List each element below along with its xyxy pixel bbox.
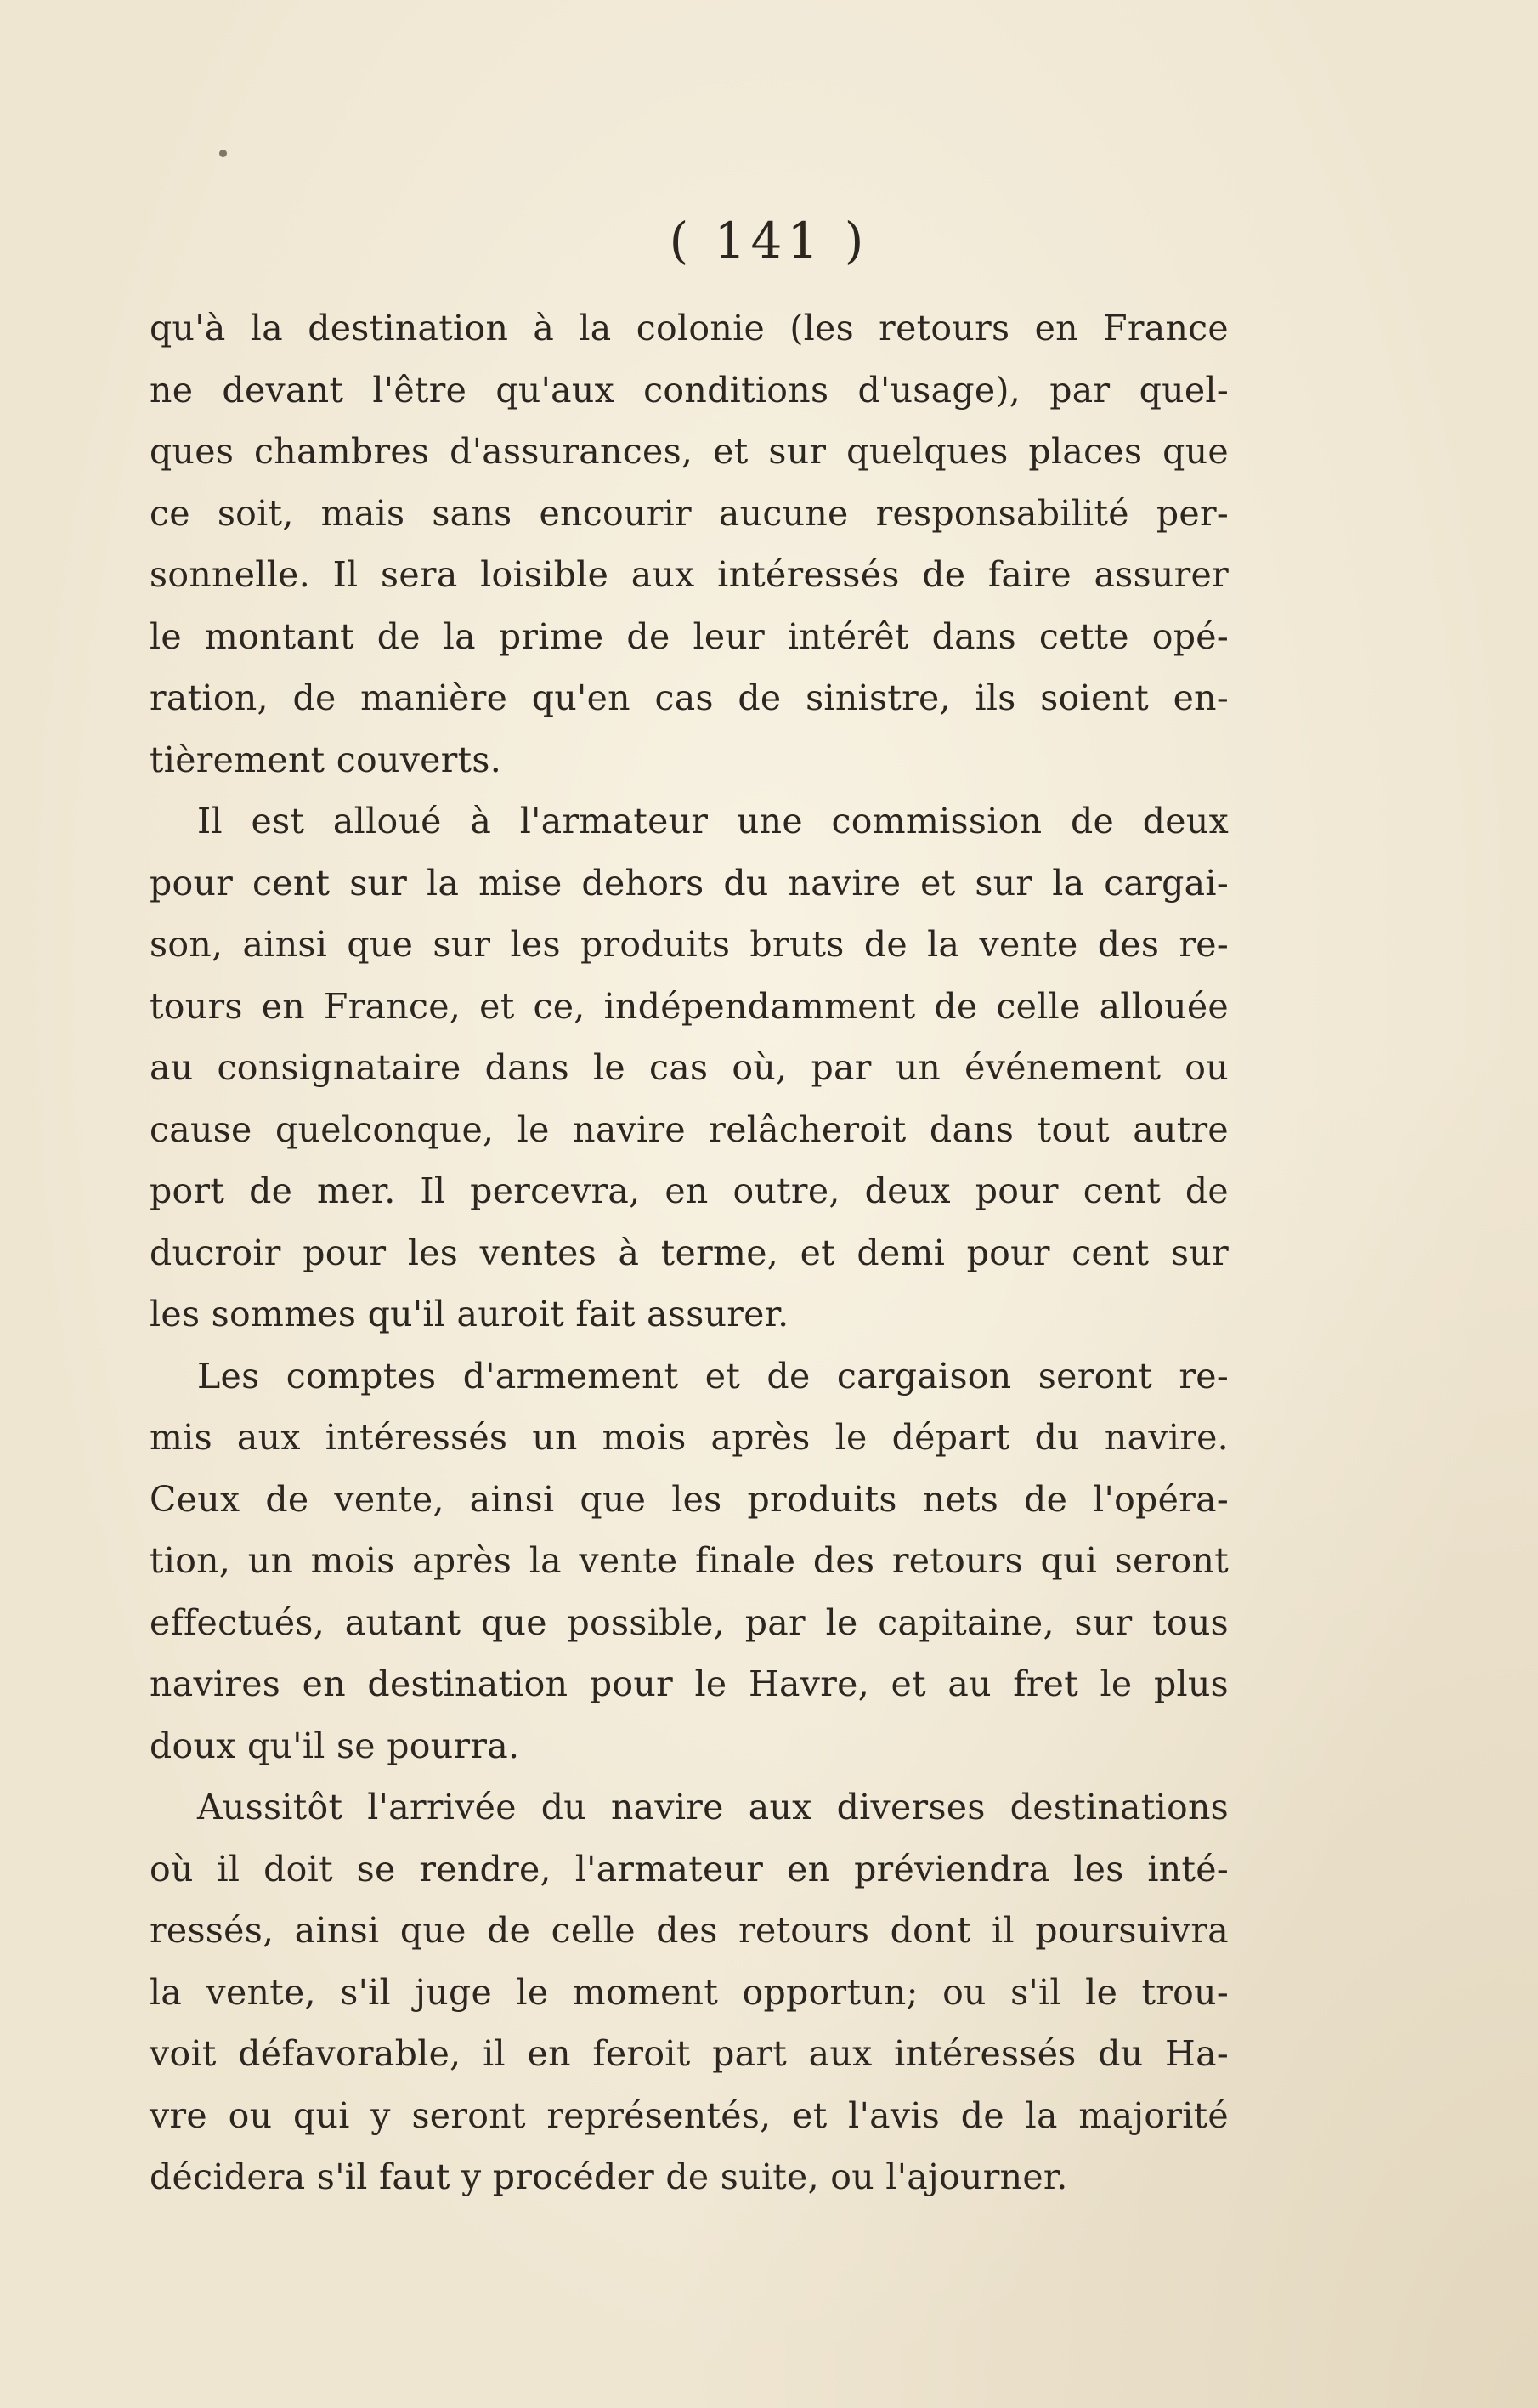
paragraph-3 [150, 1346, 1229, 1777]
page-number: ( 141 ) [669, 212, 869, 269]
text-line: ce soit, mais sans encourir aucune responsabilité per- [150, 492, 1229, 534]
paragraph-1 [150, 297, 1229, 790]
text-line: Il est alloué à l'armateur une commission de deux [197, 801, 1229, 841]
paragraph-4 [150, 1776, 1229, 2208]
text-line: tours en France, et ce, indépendamment de celle allouée [150, 985, 1229, 1027]
text-line: où il doit se rendre, l'armateur en préviendra les inté- [150, 1848, 1229, 1890]
text-line: ration, de manière qu'en cas de sinistre, ils soient en- [150, 677, 1229, 718]
text-line: Ceux de vente, ainsi que les produits nets de l'opéra- [150, 1478, 1229, 1520]
text-line: Aussitôt l'arrivée du navire aux diverses destinations [197, 1787, 1229, 1827]
text-line: ques chambres d'assurances, et sur quelques places que [150, 431, 1229, 472]
text-line: effectués, autant que possible, par le capitaine, sur tous [150, 1601, 1229, 1643]
body-text [150, 297, 1229, 2208]
text-line: ducroir pour les ventes à terme, et demi pour cent sur [150, 1232, 1229, 1273]
text-line: pour cent sur la mise dehors du navire et sur la cargai- [150, 862, 1229, 904]
text-line: ne devant l'être qu'aux conditions d'usage), par quel- [150, 369, 1229, 411]
text-line: voit défavorable, il en feroit part aux intéressés du Ha- [150, 2033, 1229, 2074]
text-line: la vente, s'il juge le moment opportun; ou s'il le trou- [150, 1971, 1229, 2013]
text-line: port de mer. Il percevra, en outre, deux pour cent de [150, 1170, 1229, 1211]
text-line: tion, un mois après la vente finale des retours qui seront [150, 1540, 1229, 1581]
text-line: le montant de la prime de leur intérêt dans cette opé- [150, 615, 1229, 657]
text-line: ressés, ainsi que de celle des retours dont il poursuivra [150, 1910, 1229, 1951]
text-line: décidera s'il faut y procéder de suite, ou l'ajourner. [150, 2156, 1068, 2197]
ink-spot [219, 150, 227, 157]
paragraph-2 [150, 790, 1229, 1346]
text-line: vre ou qui y seront représentés, et l'avis de la majorité [150, 2094, 1229, 2136]
text-line: mis aux intéressés un mois après le départ du navire. [150, 1417, 1229, 1458]
text-line: navires en destination pour le Havre, et au fret le plus [150, 1663, 1229, 1704]
text-line: cause quelconque, le navire relâcheroit dans tout autre [150, 1108, 1229, 1150]
text-line: les sommes qu'il auroit fait assurer. [150, 1294, 789, 1334]
text-line: au consignataire dans le cas où, par un événement ou [150, 1047, 1229, 1088]
text-line: Les comptes d'armement et de cargaison seront re- [197, 1355, 1229, 1397]
text-line: sonnelle. Il sera loisible aux intéressés de faire assurer [150, 554, 1229, 595]
text-line: son, ainsi que sur les produits bruts de la vente des re- [150, 924, 1229, 965]
text-line: tièrement couverts. [150, 739, 502, 780]
text-line: qu'à la destination à la colonie (les retours en France [150, 308, 1229, 348]
text-line: doux qu'il se pourra. [150, 1725, 520, 1766]
